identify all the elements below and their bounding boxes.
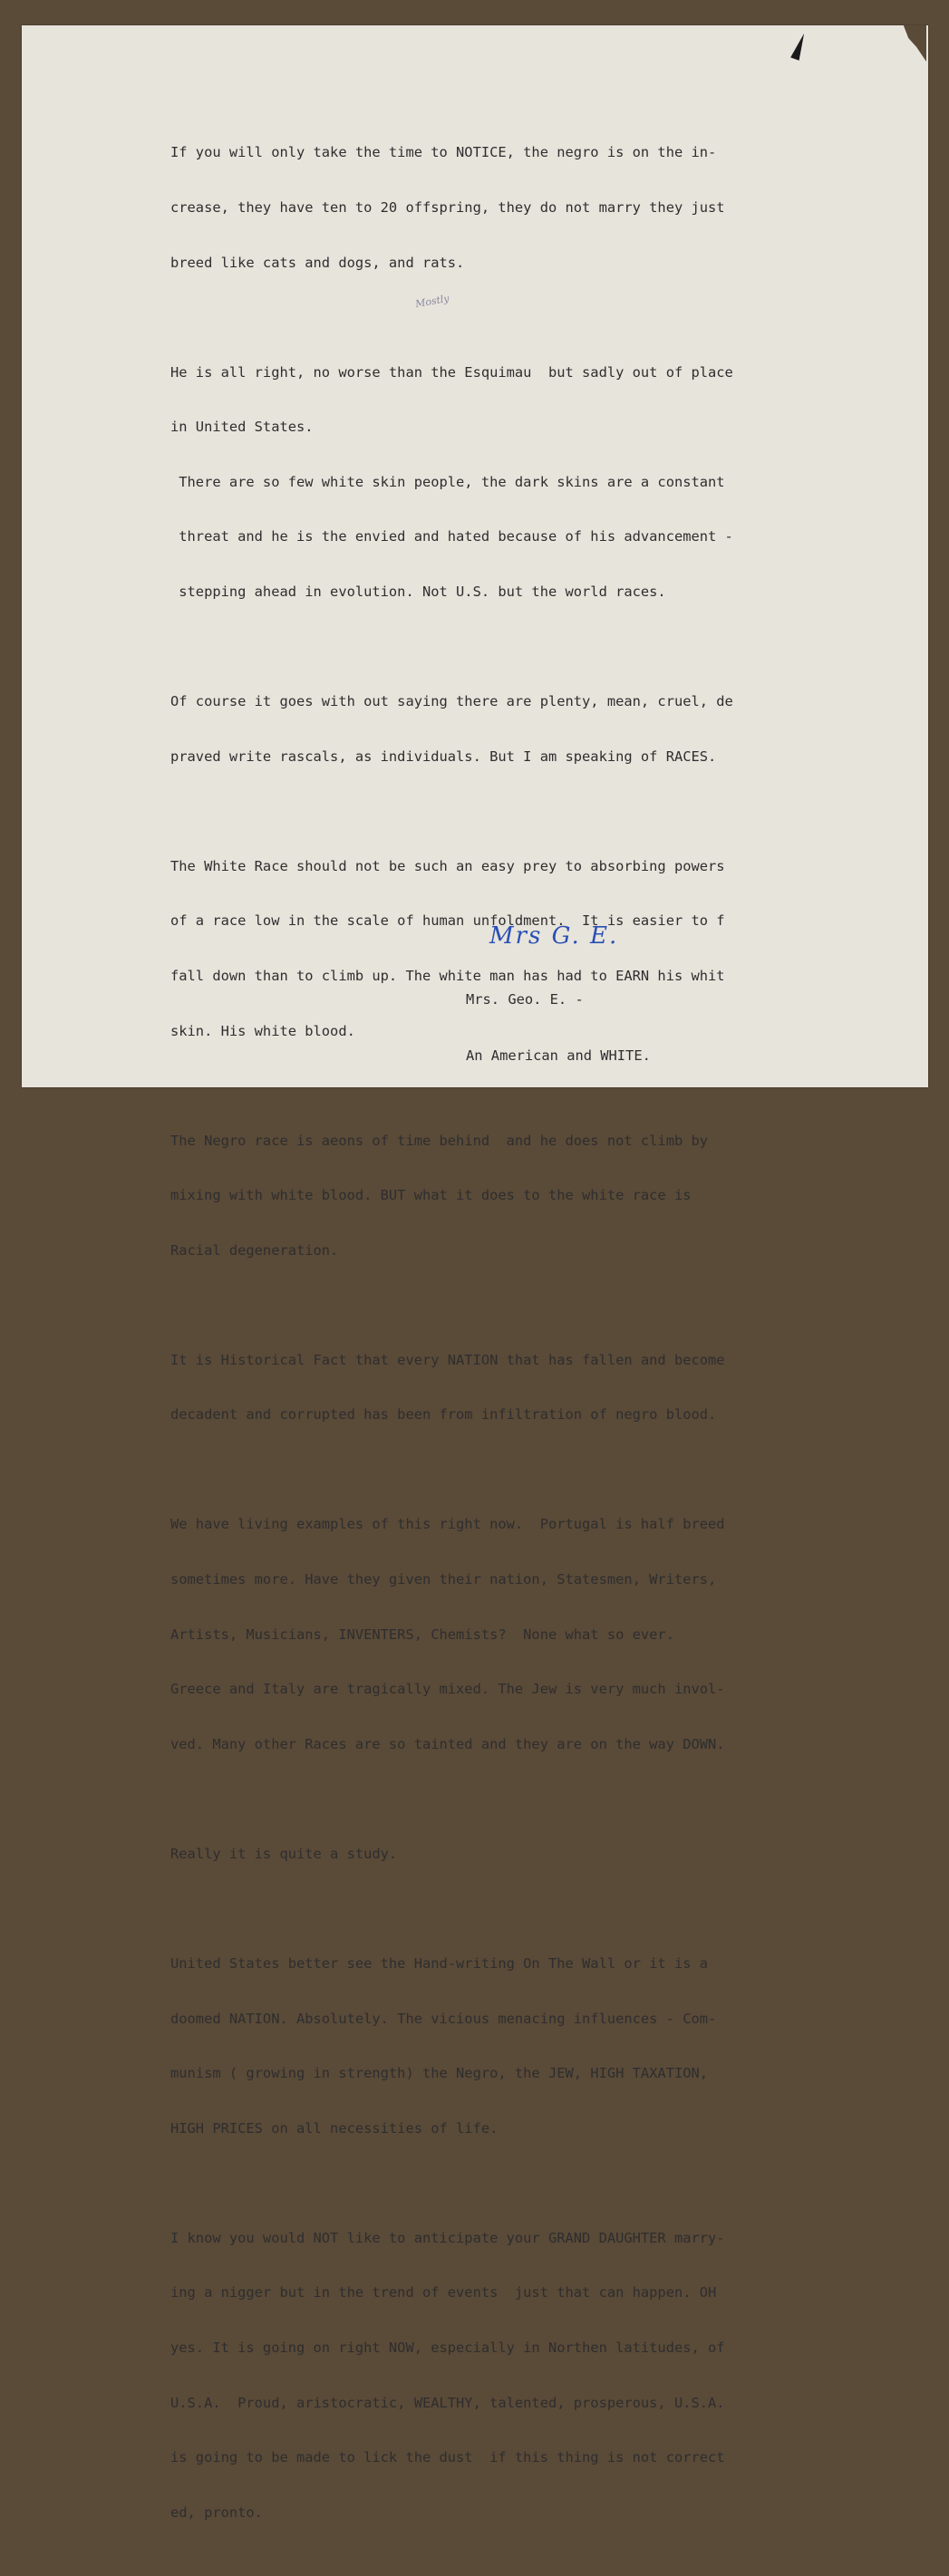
sender-name: Mrs. Geo. E. -: [466, 991, 584, 1008]
text-line: yes. It is going on right NOW, especially in Northen latitudes, of: [170, 2339, 725, 2356]
text-line: ing a nigger but in the trend of events just that can happen. OH: [170, 2284, 717, 2301]
sender-tagline: An American and WHITE.: [466, 1047, 651, 1064]
handwritten-signature: Mrs G. E.: [489, 922, 619, 950]
text-line: Racial degeneration.: [170, 1241, 339, 1259]
text-line: praved write rascals, as individuals. But I am speaking of RACES.: [170, 748, 717, 765]
text-line: breed like cats and dogs, and rats.: [170, 254, 465, 271]
text-line: It is Historical Fact that every NATION that has fallen and become: [170, 1351, 725, 1368]
text-line: Greece and Italy are tragically mixed. The Jew is very much invol-: [170, 1681, 725, 1698]
text-line: decadent and corrupted has been from infiltration of negro blood.: [170, 1406, 717, 1423]
text-line: is going to be made to lick the dust if this thing is not correct: [170, 2449, 725, 2466]
paragraph-5: [170, 1095, 805, 1296]
text-line: We have living examples of this right now. Portugal is half breed: [170, 1516, 725, 1533]
text-line: United States better see the Hand-writing On The Wall or it is a: [170, 1954, 709, 1972]
text-line: The White Race should not be such an easy prey to absorbing powers: [170, 857, 725, 874]
paragraph-2: [170, 326, 805, 637]
text-line: in United States.: [170, 419, 314, 436]
letter-body: [170, 107, 805, 2576]
text-line: of a race low in the scale of human unfoldment. It is easier to f: [170, 912, 725, 930]
text-line: stepping ahead in evolution. Not U.S. but the world races.: [170, 584, 666, 601]
text-line: ed, pronto.: [170, 2504, 263, 2521]
handwritten-annotation: Mostly: [414, 292, 450, 311]
text-line: I know you would NOT like to anticipate your GRAND DAUGHTER marry-: [170, 2229, 725, 2246]
text-line: The Negro race is aeons of time behind and he does not climb by: [170, 1132, 709, 1149]
text-line: U.S.A. Proud, aristocratic, WEALTHY, talented, prosperous, U.S.A.: [170, 2394, 725, 2411]
paragraph-3: [170, 656, 805, 803]
text-line: doomed NATION. Absolutely. The vicious menacing influences - Com-: [170, 2010, 717, 2027]
text-line: sometimes more. Have they given their nation, Statesmen, Writers,: [170, 1571, 717, 1588]
text-line: munism ( growing in strength) the Negro, the JEW, HIGH TAXATION,: [170, 2065, 709, 2082]
text-line: HIGH PRICES on all necessities of life.: [170, 2119, 499, 2137]
paragraph-9: [170, 1917, 805, 2174]
text-line: Really it is quite a study.: [170, 1845, 398, 1862]
text-line: Of course it goes with out saying there are plenty, mean, cruel, de: [170, 693, 733, 710]
paragraph-8: [170, 1808, 805, 1899]
text-line: He is all right, no worse than the Esquimau but sadly out of place: [170, 363, 733, 381]
paragraph-10: [170, 2192, 805, 2558]
text-line: mixing with white blood. BUT what it does to the white race is: [170, 1187, 692, 1204]
paragraph-6: [170, 1314, 805, 1461]
closing-block: [466, 953, 651, 1084]
paragraph-7: [170, 1479, 805, 1790]
text-line: crease, they have ten to 20 offspring, they do not marry they just: [170, 199, 725, 217]
torn-corner: [894, 25, 926, 62]
text-line: threat and he is the envied and hated because of his advancement -: [170, 528, 733, 545]
text-line: Artists, Musicians, INVENTERS, Chemists? None what so ever.: [170, 1626, 674, 1643]
text-line: ved. Many other Races are so tainted and they are on the way DOWN.: [170, 1735, 725, 1752]
text-line: skin. His white blood.: [170, 1022, 355, 1039]
text-line: There are so few white skin people, the dark skins are a constant: [170, 473, 725, 490]
text-line: If you will only take the time to NOTICE, the negro is on the in-: [170, 144, 717, 161]
text-line: fall down than to climb up. The white man has had to EARN his whit: [170, 967, 725, 984]
paragraph-1: [170, 107, 805, 311]
